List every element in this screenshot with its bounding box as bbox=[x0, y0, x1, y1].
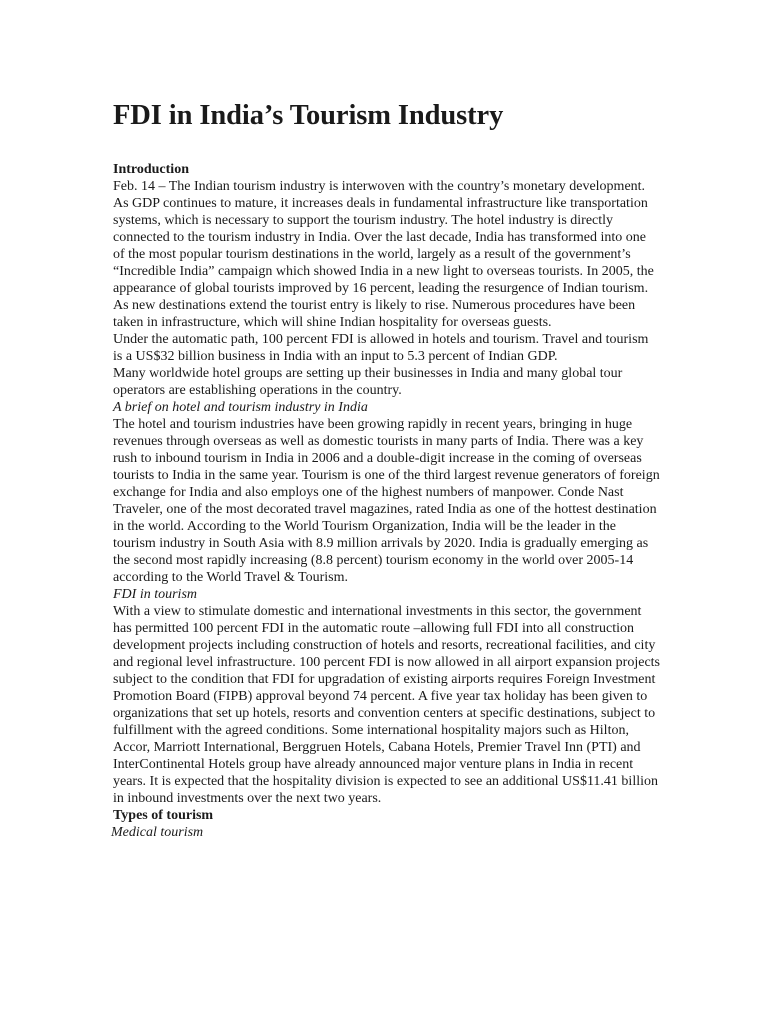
paragraph-brief-1: The hotel and tourism industries have been growing rapidly in recent years, bringing in huge revenues through overseas as well as domestic tourists in many parts of India. There was a key rush to inbound tourism in India in 2006 and a double-digit increase in the coming of overseas tourists to India in the same year. Tourism is one of the third largest revenue generators of foreign exchange for India and also employs one of the highest numbers of manpower. Conde Nast Traveler, one of the most decorated travel magazines, rated India as one of the hottest destination in the world. According to the World Tourism Organization, India will be the leader in the tourism industry in South Asia with 8.9 million arrivals by 2020. India is gradually emerging as the second most rapidly increasing (8.8 percent) tourism economy in the world over 2005-14 according to the World Travel & Tourism. bbox=[113, 417, 660, 585]
subheading-medical-tourism: Medical tourism bbox=[111, 825, 204, 840]
paragraph-intro-3: Under the automatic path, 100 percent FDI is allowed in hotels and tourism. Travel and tourism is a US$32 billion business in India with an input to 5.3 percent of Indian GDP. bbox=[113, 332, 649, 364]
paragraph-intro-2: As new destinations extend the tourist entry is likely to rise. Numerous procedures have been taken in infrastructure, which will shine Indian hospitality for overseas guests. bbox=[113, 298, 636, 330]
document-page bbox=[113, 96, 661, 841]
paragraph-intro-4: Many worldwide hotel groups are setting up their businesses in India and many global tour operators are establishing operations in the country. bbox=[113, 366, 623, 398]
section-heading-introduction: Introduction bbox=[113, 162, 189, 177]
subheading-brief-hotel-tourism: A brief on hotel and tourism industry in India bbox=[113, 400, 368, 415]
document-title: FDI in India’s Tourism Industry bbox=[113, 100, 504, 131]
subheading-fdi-in-tourism: FDI in tourism bbox=[113, 587, 197, 602]
paragraph-intro-1: Feb. 14 – The Indian tourism industry is interwoven with the country’s monetary development. As GDP continues to mature, it increases deals in fundamental infrastructure like transportation systems, which is necessary to support the tourism industry. The hotel industry is directly connected to the tourism industry in India. Over the last decade, India has transformed into one of the most popular tourism destinations in the world, largely as a result of the government’s “Incredible India” campaign which showed India in a new light to overseas tourists. In 2005, the appearance of global tourists improved by 16 percent, leading the resurgence of Indian tourism. bbox=[113, 179, 654, 296]
section-heading-types-of-tourism: Types of tourism bbox=[113, 808, 214, 823]
paragraph-fdi-1: With a view to stimulate domestic and international investments in this sector, the government has permitted 100 percent FDI in the automatic route –allowing full FDI into all construction development projects including construction of hotels and resorts, recreational facilities, and city and regional level infrastructure. 100 percent FDI is now allowed in all airport expansion projects subject to the condition that FDI for upgradation of existing airports requires Foreign Investment Promotion Board (FIPB) approval beyond 74 percent. A five year tax holiday has been given to organizations that set up hotels, resorts and convention centers at specific destinations, subject to fulfillment with the agreed conditions. Some international hospitality majors such as Hilton, Accor, Marriott International, Berggruen Hotels, Cabana Hotels, Premier Travel Inn (PTI) and InterContinental Hotels group have already announced major venture plans in India in recent years. It is expected that the hospitality division is expected to see an additional US$11.41 billion in inbound investments over the next two years. bbox=[113, 604, 660, 806]
